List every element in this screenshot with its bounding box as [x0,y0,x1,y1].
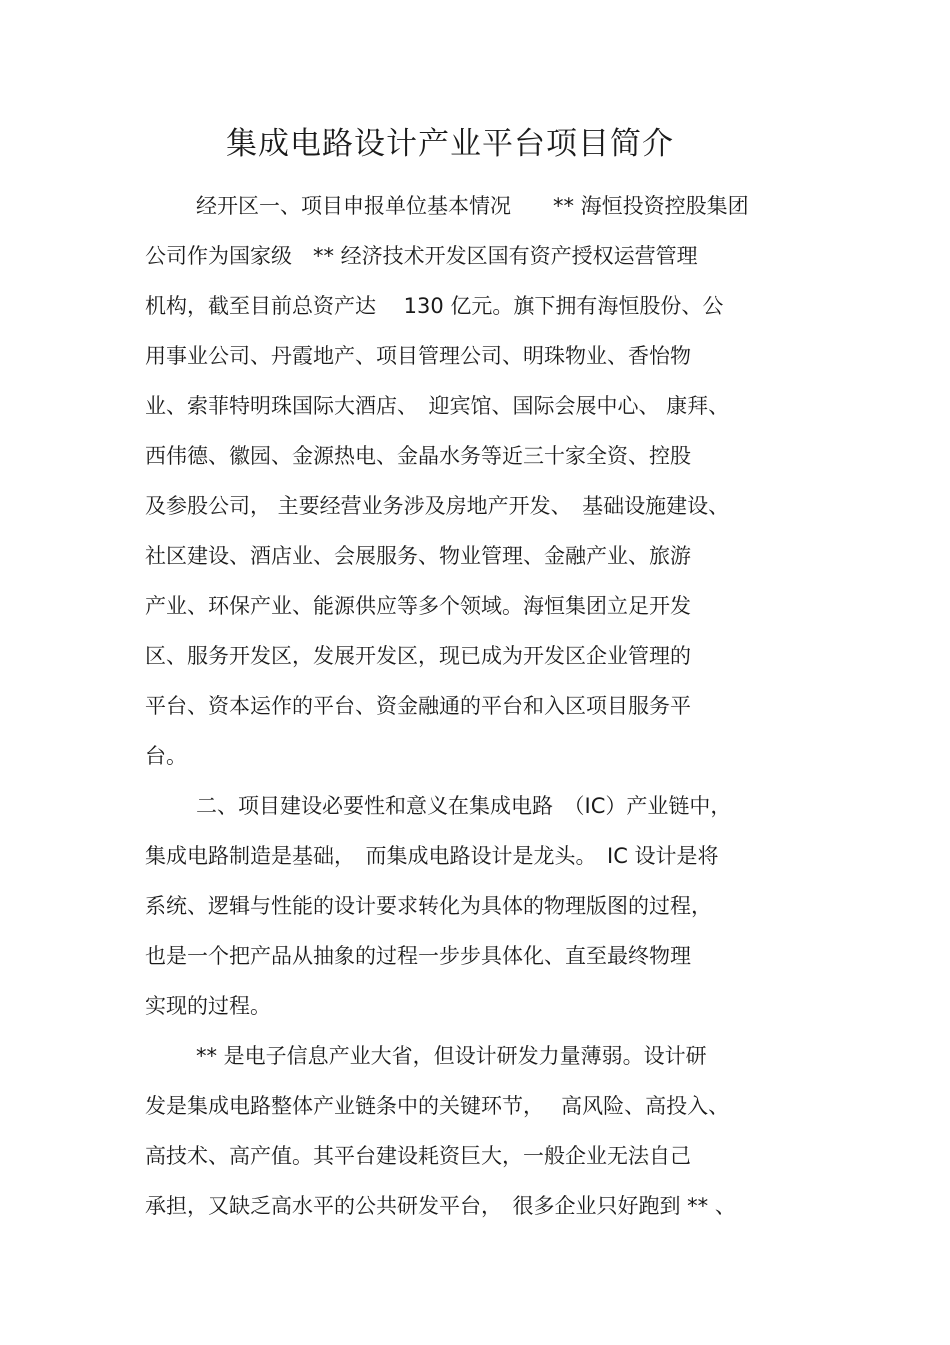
text-line: 发是集成电路整体产业链条中的关键环节， 高风险、高投入、 [145,1094,730,1118]
text-line: 公司作为国家级 ** 经济技术开发区国有资产授权运营管理 [145,244,698,268]
text-line: 经开区一、项目申报单位基本情况 ** 海恒投资控股集团 [196,194,749,218]
text-line: 区、服务开发区，发展开发区，现已成为开发区企业管理的 [145,644,691,668]
text-line: 台。 [145,744,187,768]
text-line: 西伟德、徽园、金源热电、金晶水务等近三十家全资、控股 [145,444,691,468]
text-line: 及参股公司， 主要经营业务涉及房地产开发、 基础设施建设、 [145,494,730,518]
text-line: 承担，又缺乏高水平的公共研发平台， 很多企业只好跑到 ** 、 [145,1194,736,1218]
text-line: 集成电路制造是基础， 而集成电路设计是龙头。 IC 设计是将 [145,844,719,868]
text-line: 平台、资本运作的平台、资金融通的平台和入区项目服务平 [145,694,691,718]
text-line: 产业、环保产业、能源供应等多个领域。海恒集团立足开发 [145,594,691,618]
text-line: 系统、逻辑与性能的设计要求转化为具体的物理版图的过程， [145,894,712,918]
text-line: ** 是电子信息产业大省，但设计研发力量薄弱。设计研 [196,1044,707,1068]
text-line: 用事业公司、丹霞地产、项目管理公司、明珠物业、香怡物 [145,344,691,368]
document-title: 集成电路设计产业平台项目简介 [226,126,674,162]
text-line: 也是一个把产品从抽象的过程一步步具体化、直至最终物理 [145,944,691,968]
text-line: 社区建设、酒店业、会展服务、物业管理、金融产业、旅游 [145,544,691,568]
text-line: 二、项目建设必要性和意义在集成电路 （IC）产业链中， [196,794,732,818]
text-line: 机构，截至目前总资产达 130 亿元。旗下拥有海恒股份、公 [145,294,724,318]
text-line: 实现的过程。 [145,994,271,1018]
text-line: 高技术、高产值。其平台建设耗资巨大，一般企业无法自己 [145,1144,691,1168]
text-line: 业、索菲特明珠国际大酒店、 迎宾馆、国际会展中心、 康拜、 [145,394,730,418]
